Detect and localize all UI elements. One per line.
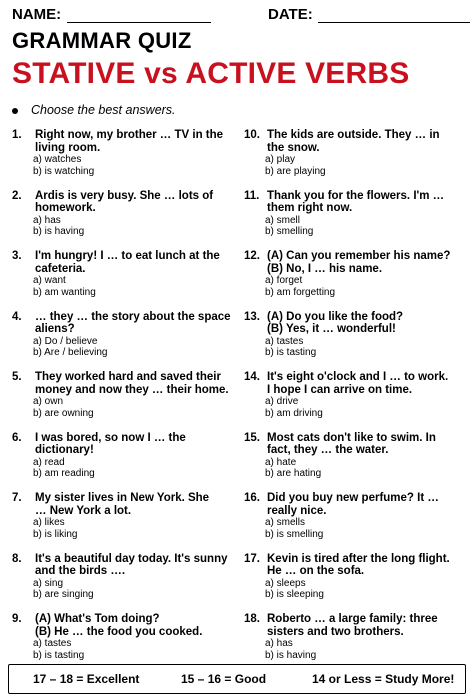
question-item — [244, 371, 470, 432]
question-line: homework. — [35, 202, 96, 214]
question-number: 10. — [244, 129, 260, 141]
answer-option-a[interactable]: a) Do / believe — [33, 335, 98, 347]
question-number: 9. — [12, 613, 22, 625]
question-item — [244, 492, 470, 553]
score-range: 14 or Less = — [312, 672, 382, 686]
question-body — [267, 553, 470, 578]
question-text — [12, 492, 238, 517]
question-body — [267, 613, 470, 638]
answer-option-a[interactable]: a) read — [33, 456, 65, 468]
question-text — [244, 190, 470, 215]
answer-option-a[interactable]: a) sing — [33, 577, 64, 589]
question-item — [12, 190, 238, 251]
question-line: Ardis is very busy. She … lots of — [35, 189, 214, 202]
question-line: My sister lives in New York. She — [35, 492, 210, 504]
question-line: I'm hungry! I … to eat lunch at the — [35, 250, 220, 262]
question-number: 15. — [244, 431, 260, 444]
answer-option-a[interactable]: a) want — [33, 275, 66, 286]
answer-option-a[interactable]: a) tastes — [33, 638, 72, 649]
question-text — [12, 129, 238, 154]
question-text — [12, 432, 238, 457]
name-field[interactable] — [67, 22, 211, 23]
question-body — [35, 492, 238, 517]
question-line: I was bored, so now I … the — [35, 431, 186, 444]
answer-option-b[interactable]: b) am wanting — [33, 286, 96, 298]
question-number: 18. — [244, 613, 260, 625]
question-body — [35, 371, 238, 396]
question-number: 14. — [244, 371, 260, 383]
question-line: Most cats don't like to swim. In — [267, 431, 436, 444]
question-number: 16. — [244, 492, 260, 504]
question-item — [244, 311, 470, 372]
answer-option-b[interactable]: b) are hating — [265, 468, 322, 479]
question-item — [244, 553, 470, 614]
question-item — [244, 432, 470, 493]
question-line: dictionary! — [35, 444, 94, 456]
question-line: cafeteria. — [35, 262, 86, 275]
answer-option-b[interactable]: b) is tasting — [265, 347, 317, 358]
question-item — [12, 311, 238, 372]
answer-option-b[interactable]: b) is watching — [33, 165, 95, 177]
question-item — [244, 129, 470, 190]
question-number: 12. — [244, 250, 260, 262]
question-text — [244, 553, 470, 578]
question-text — [12, 553, 238, 578]
question-body — [267, 371, 470, 396]
answer-option-a[interactable]: a) sleeps — [265, 577, 306, 589]
date-field[interactable] — [318, 22, 470, 23]
answer-option-b[interactable]: b) am driving — [265, 407, 323, 419]
bullet-icon — [12, 108, 18, 114]
answer-option-b[interactable]: b) smelling — [265, 226, 314, 237]
answer-option-b[interactable]: b) am forgetting — [265, 286, 336, 298]
score-range: 17 – 18 = — [33, 672, 84, 686]
question-item — [12, 553, 238, 614]
answer-option-a[interactable]: a) watches — [33, 154, 82, 165]
question-body — [35, 432, 238, 457]
score-grade: Good — [234, 672, 267, 686]
question-text — [12, 613, 238, 638]
question-text — [244, 311, 470, 336]
question-line: and the birds …. — [35, 565, 126, 577]
question-body — [267, 311, 470, 336]
question-item — [12, 129, 238, 190]
instruction-text: Choose the best answers. — [31, 103, 176, 117]
answer-option-b[interactable]: b) is sleeping — [265, 589, 324, 600]
question-line: (A) What's Tom doing? — [35, 613, 160, 625]
answer-option-a[interactable]: a) tastes — [265, 335, 304, 347]
question-line: living room. — [35, 141, 101, 154]
answer-option-b[interactable]: b) are owning — [33, 407, 94, 419]
question-body — [35, 190, 238, 215]
question-number: 7. — [12, 492, 22, 504]
question-number: 1. — [12, 129, 22, 141]
question-number: 5. — [12, 371, 22, 383]
scoring-footer — [8, 664, 466, 694]
question-item — [12, 492, 238, 553]
question-line: (B) He … the food you cooked. — [35, 625, 203, 638]
date-label: DATE: — [268, 6, 313, 23]
name-label: NAME: — [12, 6, 62, 23]
question-line: I hope I can arrive on time. — [267, 383, 413, 396]
question-text — [244, 432, 470, 457]
question-body — [35, 250, 238, 275]
questions-left-column — [12, 129, 238, 674]
question-line: sisters and two brothers. — [267, 625, 404, 638]
score-grade: Excellent — [86, 672, 140, 686]
question-line: It's a beautiful day today. It's sunny — [35, 552, 228, 565]
question-line: money and now they … their home. — [35, 383, 229, 396]
question-body — [35, 129, 238, 154]
answer-option-b[interactable]: b) is smelling — [265, 528, 324, 540]
question-line: It's eight o'clock and I … to work. — [267, 371, 449, 383]
quiz-title: GRAMMAR QUIZ — [12, 28, 192, 53]
question-item — [244, 250, 470, 311]
question-line: Thank you for the flowers. I'm … — [267, 189, 445, 202]
answer-option-a[interactable]: a) drive — [265, 396, 299, 407]
question-number: 6. — [12, 431, 22, 444]
question-body — [267, 492, 470, 517]
question-line: (B) Yes, it … wonderful! — [267, 323, 396, 335]
score-range: 15 – 16 = — [181, 672, 232, 686]
question-number: 13. — [244, 310, 260, 323]
question-line: (B) No, I … his name. — [267, 262, 383, 275]
question-body — [35, 613, 238, 638]
question-line: the snow. — [267, 141, 320, 154]
question-text — [244, 250, 470, 275]
question-body — [267, 129, 470, 154]
question-line: (A) Do you like the food? — [267, 310, 404, 323]
question-number: 4. — [12, 310, 22, 323]
question-line: … they … the story about the space — [35, 310, 231, 323]
question-body — [267, 250, 470, 275]
question-line: fact, they … the water. — [267, 444, 389, 456]
question-text — [12, 190, 238, 215]
question-line: really nice. — [267, 504, 327, 517]
question-line: … New York a lot. — [35, 504, 132, 517]
question-text — [12, 311, 238, 336]
answer-option-a[interactable]: a) own — [33, 396, 64, 407]
question-line: They worked hard and saved their — [35, 371, 221, 383]
question-line: (A) Can you remember his name? — [267, 250, 451, 262]
question-line: Roberto … a large family: three — [267, 613, 438, 625]
answer-option-a[interactable]: a) has — [33, 214, 61, 226]
question-item — [244, 190, 470, 251]
question-line: Kevin is tired after the long flight. — [267, 552, 450, 565]
question-text — [244, 613, 470, 638]
score-excellent — [33, 672, 139, 686]
score-grade: Study More! — [385, 672, 455, 686]
answer-option-b[interactable]: b) is liking — [33, 528, 78, 540]
question-text — [244, 129, 470, 154]
question-text — [12, 371, 238, 396]
question-number: 11. — [244, 189, 260, 202]
answer-option-b[interactable]: b) is having — [265, 649, 317, 661]
question-line: them right now. — [267, 202, 353, 214]
answer-option-a[interactable]: a) smells — [265, 517, 306, 528]
question-line: Right now, my brother … TV in the — [35, 129, 224, 141]
question-line: He … on the sofa. — [267, 565, 365, 577]
question-text — [244, 371, 470, 396]
question-text — [12, 250, 238, 275]
answer-option-a[interactable]: a) forget — [265, 275, 303, 286]
answer-option-b[interactable]: b) Are / believing — [33, 347, 108, 358]
question-item — [12, 250, 238, 311]
answer-option-b[interactable]: b) is tasting — [33, 649, 85, 661]
answer-option-b[interactable]: b) am reading — [33, 468, 95, 479]
questions-right-column — [244, 129, 470, 674]
question-body — [35, 553, 238, 578]
question-text — [244, 492, 470, 517]
question-number: 3. — [12, 250, 22, 262]
quiz-topic: STATIVE vs ACTIVE VERBS — [12, 57, 410, 90]
answer-option-b[interactable]: b) is having — [33, 226, 85, 237]
question-body — [35, 311, 238, 336]
question-line: The kids are outside. They … in — [267, 129, 440, 141]
question-body — [267, 190, 470, 215]
question-line: aliens? — [35, 323, 75, 335]
question-item — [12, 432, 238, 493]
question-number: 17. — [244, 552, 260, 565]
answer-option-a[interactable]: a) likes — [33, 517, 65, 528]
instruction — [12, 103, 176, 117]
student-header — [12, 6, 468, 26]
answer-option-a[interactable]: a) hate — [265, 456, 297, 468]
question-body — [267, 432, 470, 457]
question-number: 2. — [12, 189, 22, 202]
answer-option-b[interactable]: b) are playing — [265, 165, 326, 177]
score-good — [181, 672, 266, 686]
score-study-more — [312, 672, 454, 686]
answer-option-a[interactable]: a) play — [265, 154, 296, 165]
question-number: 8. — [12, 552, 22, 565]
answer-option-a[interactable]: a) smell — [265, 214, 301, 226]
answer-option-b[interactable]: b) are singing — [33, 589, 94, 600]
question-line: Did you buy new perfume? It … — [267, 492, 439, 504]
answer-option-a[interactable]: a) has — [265, 638, 293, 649]
question-item — [12, 371, 238, 432]
